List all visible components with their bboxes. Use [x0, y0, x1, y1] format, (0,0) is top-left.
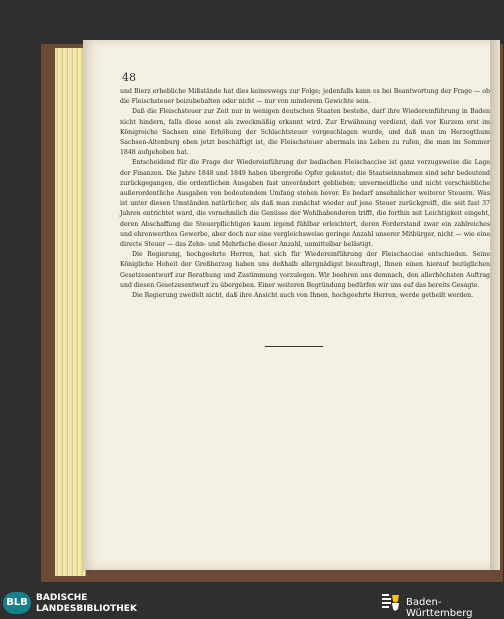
blb-logo-icon[interactable]: BLB — [3, 592, 31, 614]
page-fold-strip — [490, 40, 500, 570]
library-name-line1: BADISCHE — [36, 593, 88, 603]
paragraph: und Bierz erhebliche Mißstände hat dies keineswegs zur Folge; jedenfalls kann es bei Beantwortung der Frage — ob die Fleischsteuer beizubehalten oder nicht — nur von minderem Gewichte sein. — [120, 88, 490, 106]
closing-rule — [265, 346, 323, 347]
state-name[interactable]: Baden-Württemberg — [406, 597, 473, 619]
library-name[interactable] — [36, 593, 137, 615]
page-body-text — [120, 87, 490, 301]
page-number: 48 — [122, 71, 136, 84]
paragraph: Die Regierung, hochgeehrte Herren, hat sich für Wiedereinführung der Fleischaccise entschieden. Seine Königliche Hoheit der Großherzog haben uns deßhalb allergnädigst beauftragt, Ihnen einen hierauf bezüglichen Gesetzesentwurf zur Berathung und Zustimmung vorzulegen. Wir beehren uns demnach, den allerhöchsten Auftrag und diesen Gesetzesentwurf zu übergeben. Einer weiteren Begründung bedürfen wir uns auf das bereits Gesagte. — [120, 251, 490, 289]
paragraph: Entscheidend für die Frage der Wiedereinführung der badischen Fleischaccise ist ganz vorzugsweise die Lage der Finanzen. Die Jahre 1848 und 1849 haben übergroße Opfer gekostet; die Staatseinnahmen sind sehr bedeutend zurückgegangen, die ordentlichen Ausgaben fast unverändert geblieben; unvermeidliche und nicht verschiebliche außerordentliche Ausgaben von bedeutendem Umfang stehen bevor. Es bedarf ansehnlicher weiterer Steuern. Was ist unter diesen Umständen natürlicher, als daß man zunächst wieder auf jene Steuer zurückgreift, die seit fast 37 Jahren entrichtet ward, die vornehmlich die Genüsse der Wohlhabenderen trifft, die forthin mit Leichtigkeit eingeht, deren Abschaffung die Steuerpflichtigen kaum irgend fühlbar erleichtert, deren Forderstand zwar ein zahlreiches und ehrenwerthes Gewerbe, aber doch nur eine vergleichsweise geringe Anzahl unserer Mitbürger, nicht — wie eine directe Steuer — das Zehn- und Mehrfache dieser Anzahl, unmittelbar belästigt. — [120, 159, 490, 249]
paragraph: Daß die Fleischsteuer zur Zeit nur in wenigen deutschen Staaten bestehe, darf ihre Wiedereinführung in Baden nicht hindern, falls diese sonst als zweckmäßig erkannt wird. Zur Erwähnung verdient, daß vor Kurzem erst im Königreiche Sachsen eine Erhöhung der Schlachtsteuer vorgeschlagen wurde, und daß man im Herzogthum Sachsen-Altenburg eben jetzt beschäftigt ist, die Fleischsteuer abermals ins Leben zu rufen, die man im Sommer 1848 aufgehoben hat. — [120, 108, 490, 157]
page-stack-edge — [55, 48, 86, 576]
paragraph: Die Regierung zweifelt nicht, daß ihre Ansicht auch von Ihnen, hochgeehrte Herren, werde getheilt werden. — [132, 292, 474, 300]
library-name-line2: LANDESBIBLIOTHEK — [36, 604, 137, 614]
baden-wuerttemberg-emblem-icon[interactable] — [381, 592, 401, 612]
